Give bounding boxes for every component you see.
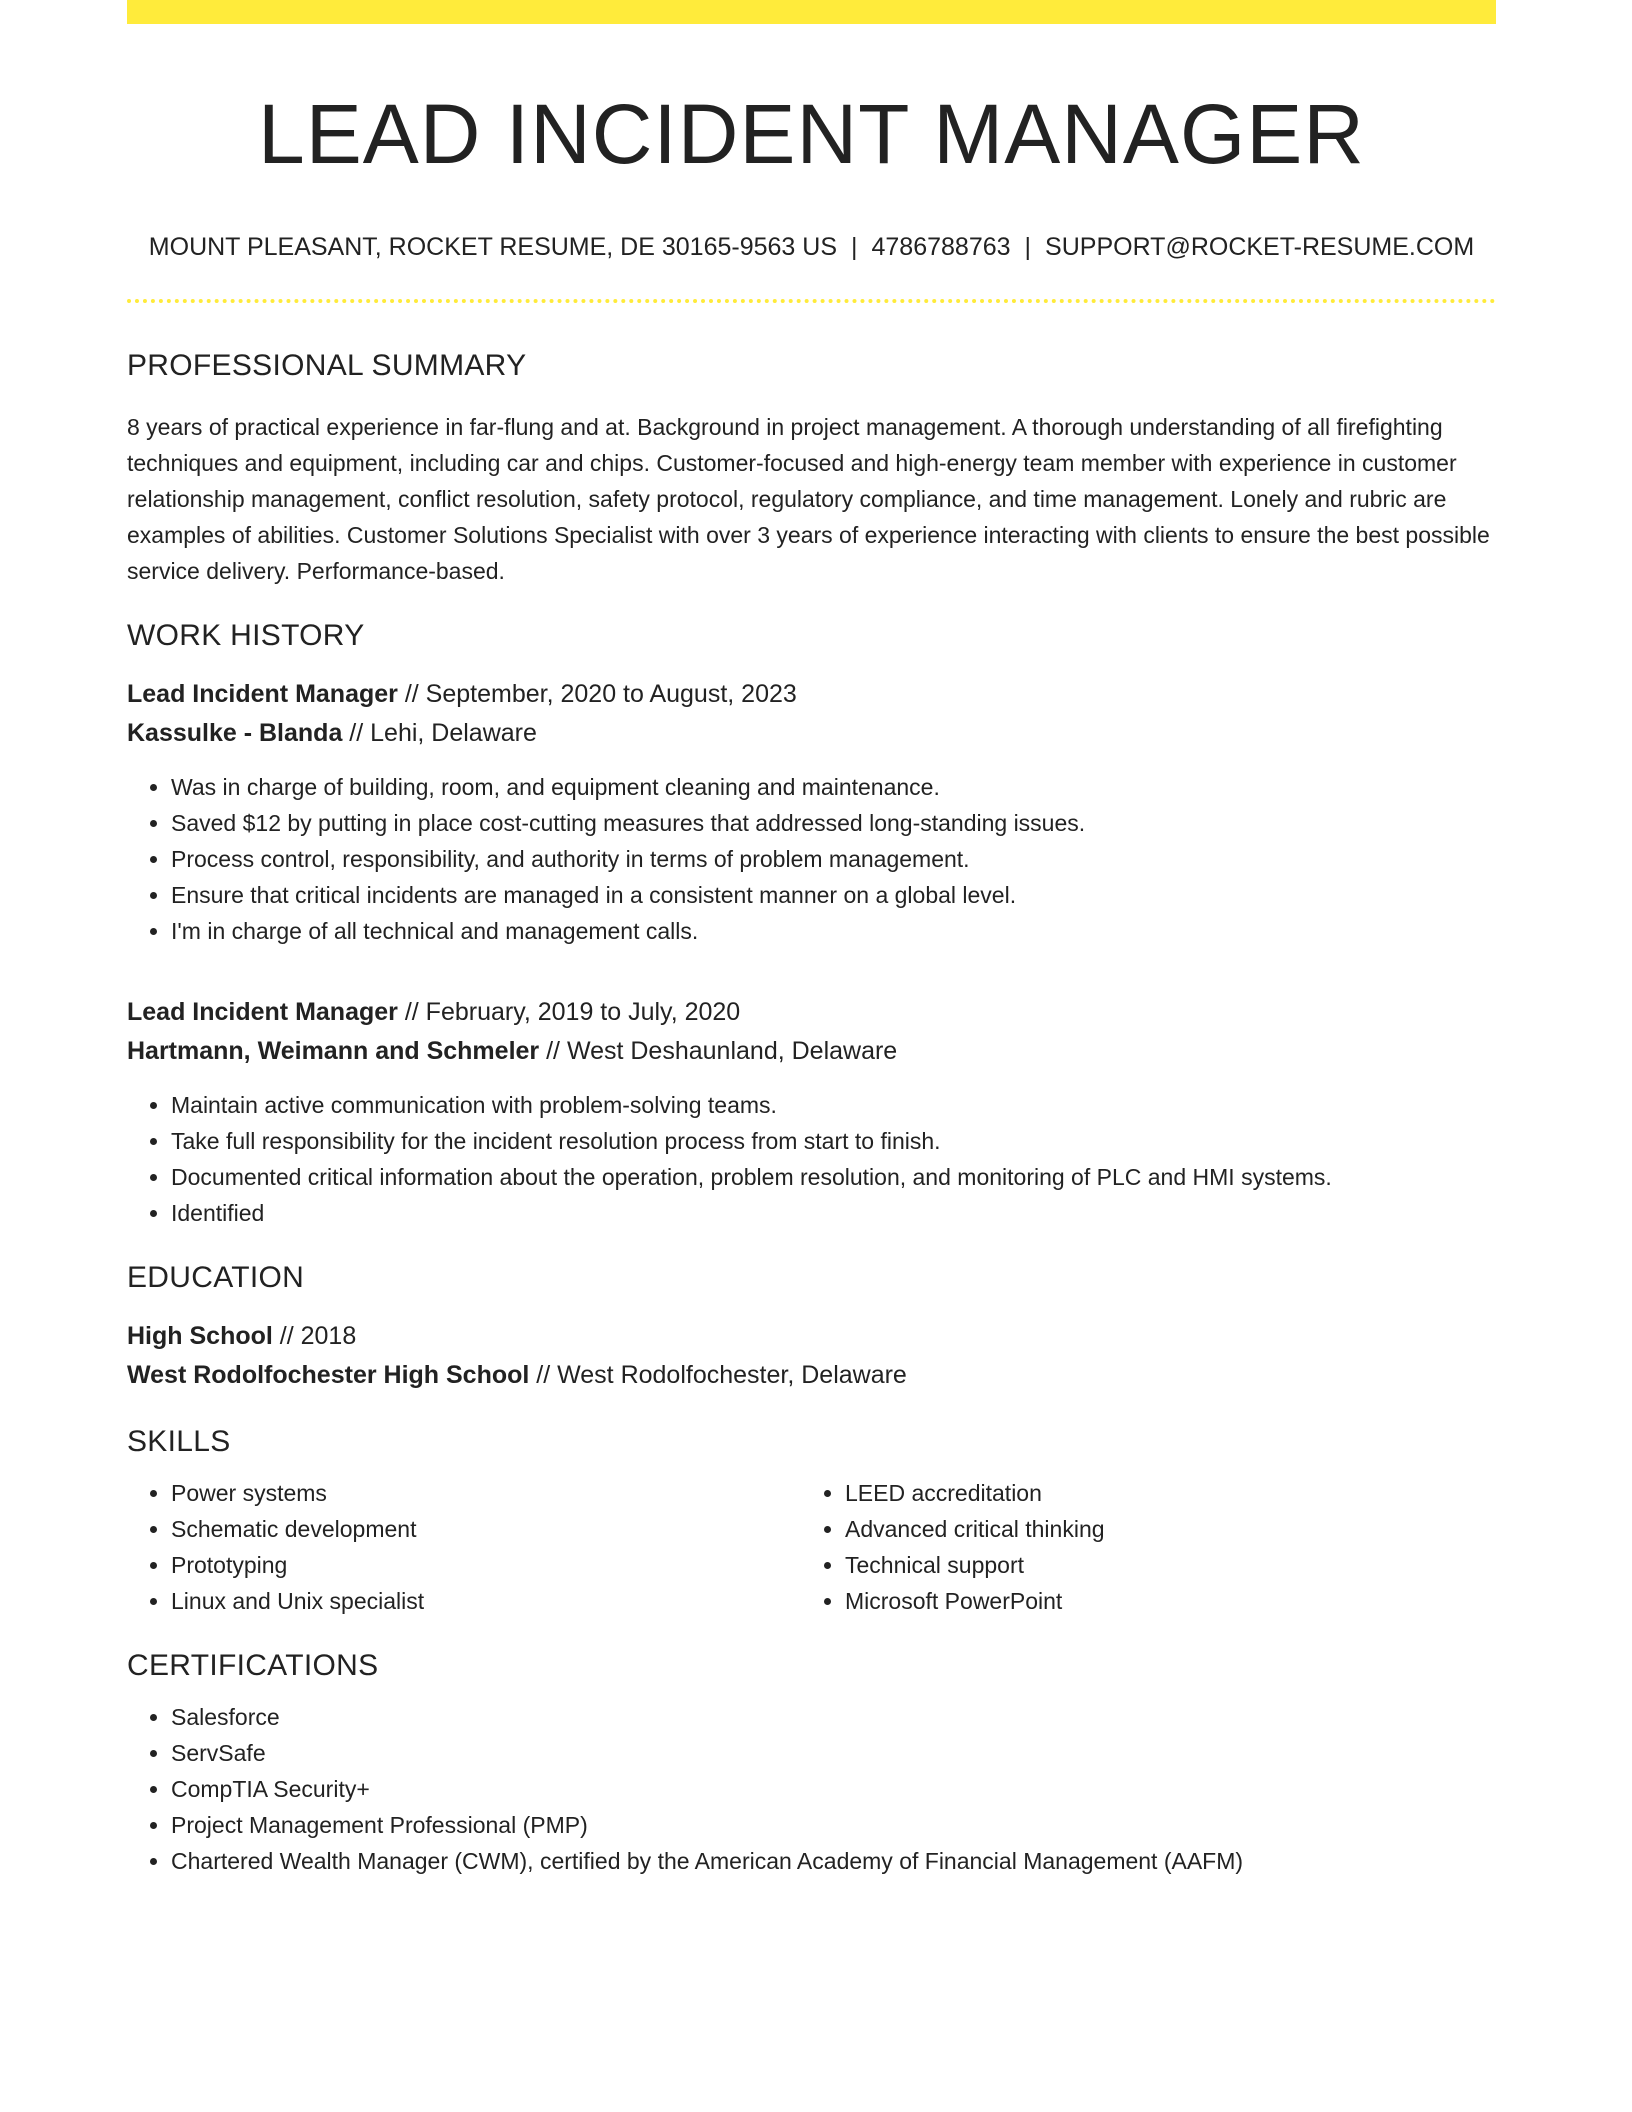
- list-item: • LEED accreditation: [845, 1475, 1475, 1511]
- contact-separator: |: [851, 232, 858, 261]
- skills-column-left: [127, 1475, 801, 1619]
- dotted-divider: [127, 299, 1496, 303]
- skills-column-right: [801, 1475, 1475, 1619]
- education-year: // 2018: [272, 1322, 357, 1351]
- education-heading: EDUCATION: [127, 1261, 305, 1295]
- contact-address: MOUNT PLEASANT, ROCKET RESUME, DE 30165-9563 US: [148, 232, 837, 261]
- job-role: Lead Incident Manager: [127, 680, 398, 709]
- education-location: // West Rodolfochester, Delaware: [529, 1361, 907, 1390]
- education-degree: High School: [127, 1322, 273, 1351]
- list-item: • I'm in charge of all technical and management calls.: [171, 913, 1496, 949]
- contact-separator: |: [1024, 232, 1032, 261]
- list-item: • Salesforce: [171, 1699, 1496, 1735]
- job-dates: // February, 2019 to July, 2020: [397, 998, 741, 1027]
- job-bullets: [127, 1087, 1496, 1231]
- list-item: • Chartered Wealth Manager (CWM), certified by the American Academy of Financial Management (AAFM): [171, 1843, 1496, 1879]
- list-item: • Project Management Professional (PMP): [171, 1807, 1496, 1843]
- accent-top-bar: [127, 0, 1496, 24]
- list-item: • Identified: [171, 1195, 1496, 1231]
- job-company-line: [127, 1032, 1496, 1071]
- resume-title: LEAD INCIDENT MANAGER: [258, 87, 1365, 181]
- job-location: // West Deshaunland, Delaware: [539, 1037, 898, 1066]
- list-item: • Ensure that critical incidents are managed in a consistent manner on a global level.: [171, 877, 1496, 913]
- resume-page: [127, 0, 1496, 1879]
- list-item: • Saved $12 by putting in place cost-cutting measures that addressed long-standing issues.: [171, 805, 1496, 841]
- education-school-line: [127, 1356, 1496, 1395]
- work-history-heading: WORK HISTORY: [127, 619, 365, 653]
- job-company-line: [127, 714, 1496, 753]
- list-item: • Microsoft PowerPoint: [845, 1583, 1475, 1619]
- contact-email: SUPPORT@ROCKET-RESUME.COM: [1045, 232, 1475, 261]
- contact-line: [127, 231, 1496, 264]
- skills-heading: SKILLS: [127, 1425, 231, 1459]
- education-degree-line: [127, 1317, 1496, 1356]
- list-item: • Prototyping: [171, 1547, 801, 1583]
- list-item: • Process control, responsibility, and authority in terms of problem management.: [171, 841, 1496, 877]
- education-entry: [127, 1317, 1496, 1395]
- list-item: • Technical support: [845, 1547, 1475, 1583]
- list-item: • Schematic development: [171, 1511, 801, 1547]
- job-role-line: [127, 993, 1496, 1032]
- job-entry: [127, 993, 1496, 1231]
- job-location: // Lehi, Delaware: [342, 719, 537, 748]
- job-dates: // September, 2020 to August, 2023: [397, 680, 797, 709]
- list-item: • Linux and Unix specialist: [171, 1583, 801, 1619]
- list-item: • CompTIA Security+: [171, 1771, 1496, 1807]
- job-company: Kassulke - Blanda: [127, 719, 343, 748]
- contact-phone: 4786788763: [871, 232, 1011, 261]
- list-item: • Take full responsibility for the incident resolution process from start to finish.: [171, 1123, 1496, 1159]
- list-item: • Advanced critical thinking: [845, 1511, 1475, 1547]
- job-role-line: [127, 675, 1496, 714]
- certifications-list: [127, 1699, 1496, 1879]
- list-item: • Documented critical information about the operation, problem resolution, and monitoring of PLC and HMI systems.: [171, 1159, 1496, 1195]
- education-school: West Rodolfochester High School: [127, 1361, 530, 1390]
- job-company: Hartmann, Weimann and Schmeler: [127, 1037, 540, 1066]
- job-bullets: [127, 769, 1496, 949]
- summary-heading: PROFESSIONAL SUMMARY: [127, 349, 527, 383]
- skills-grid: [127, 1475, 1496, 1619]
- list-item: • Power systems: [171, 1475, 801, 1511]
- job-role: Lead Incident Manager: [127, 998, 398, 1027]
- summary-text: 8 years of practical experience in far-flung and at. Background in project management. A thorough understanding of all firefighting techniques and equipment, including car and chips. Customer-focused and high-energy team member with experience in customer relationship management, conflict resolution, safety protocol, regulatory compliance, and time management. Lonely and rubric are examples of abilities. Customer Solutions Specialist with over 3 years of experience interacting with clients to ensure the best possible service delivery. Performance-based.: [127, 414, 1490, 585]
- list-item: • Was in charge of building, room, and equipment cleaning and maintenance.: [171, 769, 1496, 805]
- job-entry: [127, 675, 1496, 949]
- list-item: • ServSafe: [171, 1735, 1496, 1771]
- list-item: • Maintain active communication with problem-solving teams.: [171, 1087, 1496, 1123]
- certifications-heading: CERTIFICATIONS: [127, 1649, 379, 1683]
